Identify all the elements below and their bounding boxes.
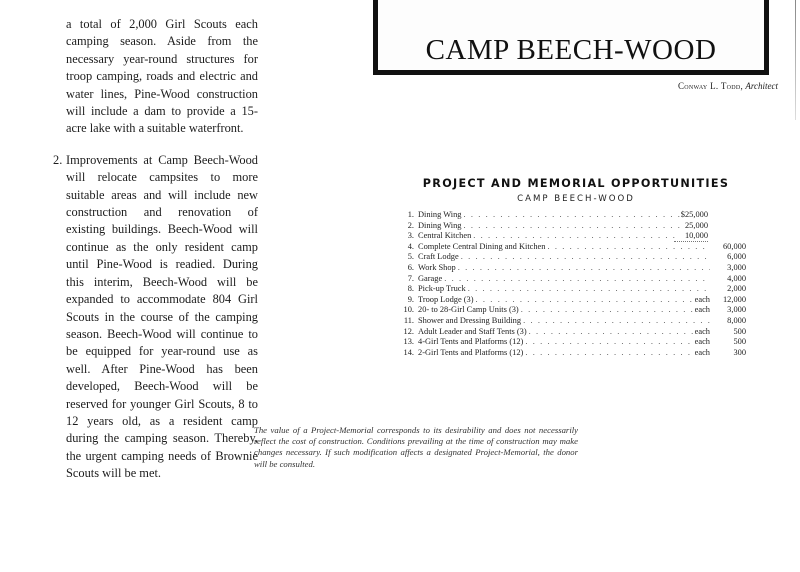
architect-role: Architect: [745, 81, 778, 91]
project-row: [406, 263, 746, 274]
page-edge-shadow: [795, 0, 796, 120]
project-label: Dining Wing: [418, 210, 462, 219]
project-row: [406, 252, 746, 263]
dot-leader: [476, 295, 694, 306]
left-column: [53, 16, 258, 483]
each-label: each: [694, 294, 710, 304]
project-label-wrap: [418, 242, 710, 253]
project-number: 9.: [407, 294, 414, 304]
project-number: 14.: [403, 347, 414, 357]
project-label: Complete Central Dining and Kitchen: [418, 241, 546, 251]
architect-name: Conway L. Todd,: [677, 81, 744, 91]
project-label-wrap: [418, 274, 710, 285]
project-row: [403, 315, 746, 327]
project-label: Garage: [418, 273, 443, 283]
project-label: 4-Girl Tents and Platforms (12): [418, 337, 524, 347]
dot-leader: [547, 242, 710, 253]
project-value: 4,000: [727, 273, 746, 283]
project-label-wrap: [418, 316, 710, 327]
project-value: 300: [733, 347, 746, 357]
project-row: [403, 326, 746, 338]
project-label: Central Kitchen: [418, 231, 472, 241]
project-label: 2-Girl Tents and Platforms (12): [418, 347, 524, 357]
each-label: each: [694, 326, 710, 336]
project-value: 8,000: [727, 315, 746, 325]
project-label-wrap: [418, 284, 710, 295]
project-label: Pick-up Truck: [418, 284, 466, 294]
project-number: 8.: [407, 284, 414, 294]
dot-leader: [521, 305, 694, 316]
project-number: 11.: [403, 315, 414, 325]
project-row: [406, 284, 746, 295]
project-label-wrap: [418, 337, 710, 348]
project-row: [406, 210, 746, 221]
project-number: 5.: [407, 252, 414, 262]
project-label: Shower and Dressing Building: [418, 315, 522, 325]
architect-credit: [678, 81, 778, 91]
project-row: [406, 221, 746, 232]
project-row: [403, 337, 746, 348]
dot-leader: [473, 231, 680, 242]
item-number: 2.: [53, 152, 63, 167]
dot-leader: [461, 252, 710, 263]
project-value: 12,000: [722, 294, 746, 304]
project-label: Work Shop: [418, 262, 456, 272]
project-number: 1.: [407, 210, 414, 219]
project-value: 3,000: [727, 262, 746, 272]
project-number: 10.: [403, 305, 414, 315]
pine-wood-paragraph: a total of 2,000 Girl Scouts each camping season. Aside from the necessary year-round structures for troop camping, roads and electric and water lines, Pine-Wood construction will include a dam to provide a 15-acre lake with a suitable waterfront.: [66, 17, 258, 136]
dot-leader: [523, 316, 710, 327]
project-value: 500: [733, 337, 746, 347]
project-row: [406, 274, 746, 285]
project-number: 6.: [407, 262, 414, 272]
project-label: Troop Lodge (3): [418, 294, 474, 304]
project-number: 3.: [407, 231, 414, 241]
project-row: [406, 231, 746, 242]
project-value: 500: [733, 326, 746, 336]
each-label: each: [694, 337, 710, 347]
project-label: 20- to 28-Girl Camp Units (3): [418, 305, 519, 315]
each-label: each: [694, 347, 710, 357]
project-number: 13.: [403, 337, 414, 347]
project-label-wrap: [418, 327, 710, 338]
project-label: Craft Lodge: [418, 252, 459, 262]
project-label-wrap: [418, 252, 710, 263]
project-row: [403, 305, 746, 316]
project-label: Adult Leader and Staff Tents (3): [418, 326, 527, 336]
project-row: [406, 242, 746, 253]
dot-leader: [529, 327, 694, 338]
project-label-wrap: [418, 263, 710, 274]
project-row: [403, 347, 746, 359]
dot-leader: [525, 348, 693, 359]
project-value: 6,000: [727, 252, 746, 262]
project-subvalue: 10,000: [674, 231, 708, 242]
projects-list: [403, 210, 746, 358]
project-subvalue: 25,000: [684, 220, 708, 230]
project-label-wrap: [418, 305, 710, 316]
dot-leader: [458, 263, 710, 274]
each-label: each: [694, 305, 710, 315]
item-text: Improvements at Camp Beech-Wood will relocate campsites to more suitable areas and will include new construction and renovation of existing buildings. Beech-Wood will continue as the only resident camp until Pine-Wood is readied. During this interim, Beech-Wood will be expanded to accommodate 804 Girl Scouts in the course of the camping season. Beech-Wood will continue to be equipped for year-round use as well. After Pine-Wood has been developed, Beech-Wood will be reserved for younger Girl Scouts, 8 to 12 years old, as a resident camp during the camping season. Thereby, the urgent camping needs of Brownie Scouts will be met.: [66, 152, 258, 481]
project-number: 4.: [407, 241, 414, 251]
project-number: 12.: [403, 326, 414, 336]
project-label: Dining Wing: [418, 220, 462, 230]
project-label-wrap: [418, 210, 680, 221]
project-subvalue: $25,000: [680, 210, 708, 219]
project-label-wrap: [418, 231, 680, 242]
project-label-wrap: [418, 348, 710, 359]
project-number: 2.: [407, 220, 414, 230]
project-number: 7.: [407, 273, 414, 283]
title-box: [373, 0, 769, 75]
dot-leader: [444, 274, 710, 285]
page-title: CAMP BEECH-WOOD: [425, 34, 717, 66]
project-value: 2,000: [727, 284, 746, 294]
footnote: The value of a Project-Memorial corresponds to its desirability and does not necessarily reflect the cost of construction. Conditions prevailing at the time of construction may make changes necessary. If such modification affects a designated Project-Memorial, the donor will be consulted.: [254, 425, 578, 469]
dot-leader: [468, 284, 710, 295]
beech-wood-item: [53, 152, 258, 483]
projects-subheading: CAMP BEECH-WOOD: [517, 194, 635, 204]
project-label-wrap: [418, 221, 680, 232]
dot-leader: [525, 337, 693, 348]
dot-leader: [463, 221, 680, 232]
project-row: [406, 295, 746, 306]
project-value: 60,000: [722, 241, 746, 251]
projects-heading: PROJECT AND MEMORIAL OPPORTUNITIES: [422, 177, 730, 190]
project-label-wrap: [418, 295, 710, 306]
dot-leader: [463, 210, 680, 221]
project-value: 3,000: [727, 305, 746, 315]
